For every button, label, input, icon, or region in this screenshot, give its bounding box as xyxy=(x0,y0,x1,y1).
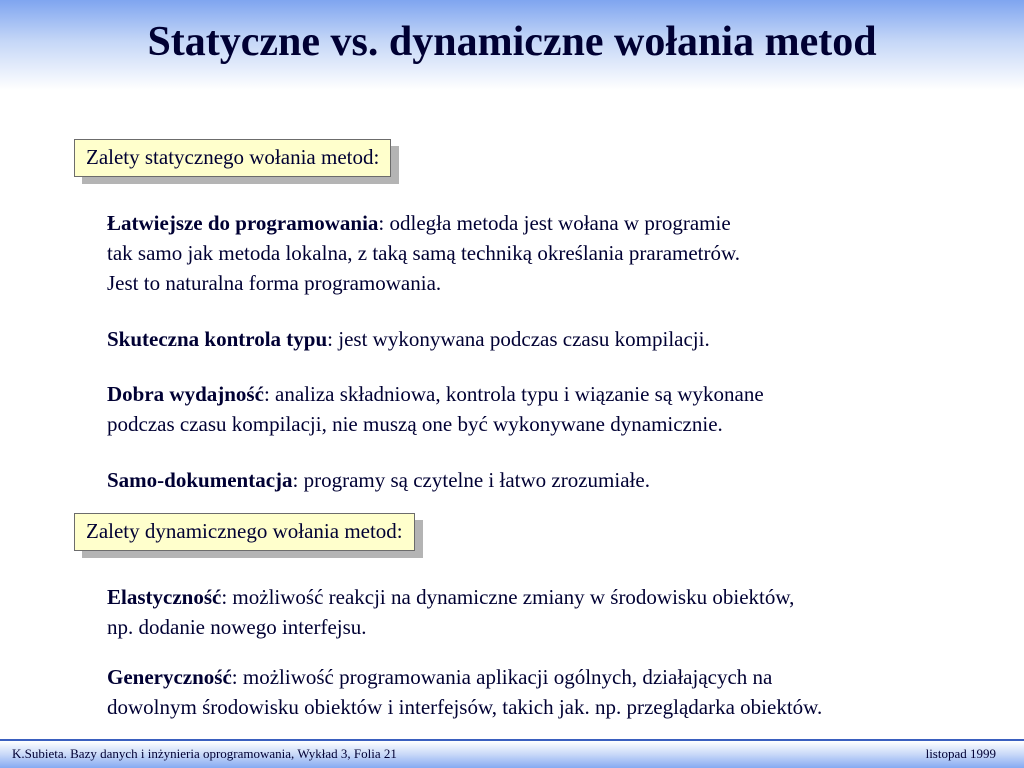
list-item xyxy=(107,324,1007,354)
item-text: dowolnym środowisku obiektów i interfejsów, takich jak. np. przeglądarka obiektów. xyxy=(107,695,823,719)
item-text: : jest wykonywana podczas czasu kompilacji. xyxy=(327,327,710,351)
section-heading-dynamic: Zalety dynamicznego wołania metod: xyxy=(74,513,415,551)
item-text: tak samo jak metoda lokalna, z taką samą techniką określania prarametrów. xyxy=(107,241,741,265)
item-text: np. dodanie nowego interfejsu. xyxy=(107,615,367,639)
item-text: : możliwość reakcji na dynamiczne zmiany w środowisku obiektów, xyxy=(221,585,795,609)
slide-title: Statyczne vs. dynamiczne wołania metod xyxy=(147,19,877,65)
item-text: : programy są czytelne i łatwo zrozumiałe. xyxy=(292,468,650,492)
section-heading-static: Zalety statycznego wołania metod: xyxy=(74,139,391,177)
item-text: : analiza składniowa, kontrola typu i wiązanie są wykonane xyxy=(263,382,764,406)
item-term: Dobra wydajność xyxy=(107,382,264,406)
item-text: podczas czasu kompilacji, nie muszą one być wykonywane dynamicznie. xyxy=(107,412,723,436)
item-term: Samo-dokumentacja xyxy=(107,468,293,492)
item-text: : możliwość programowania aplikacji ogólnych, działających na xyxy=(231,665,773,689)
item-term: Łatwiejsze do programowania xyxy=(107,211,379,235)
item-term: Elastyczność xyxy=(107,585,222,609)
list-item xyxy=(107,662,1007,722)
list-item xyxy=(107,379,1007,439)
footer-date: listopad 1999 xyxy=(925,746,996,761)
list-item xyxy=(107,582,1007,642)
item-term: Generyczność xyxy=(107,665,232,689)
item-text: Jest to naturalna forma programowania. xyxy=(107,271,442,295)
item-term: Skuteczna kontrola typu xyxy=(107,327,328,351)
item-text: : odległa metoda jest wołana w programie xyxy=(378,211,731,235)
footer-caption: K.Subieta. Bazy danych i inżynieria oprogramowania, Wykład 3, Folia 21 xyxy=(12,746,397,761)
list-item xyxy=(107,208,1007,298)
list-item xyxy=(107,465,1007,495)
